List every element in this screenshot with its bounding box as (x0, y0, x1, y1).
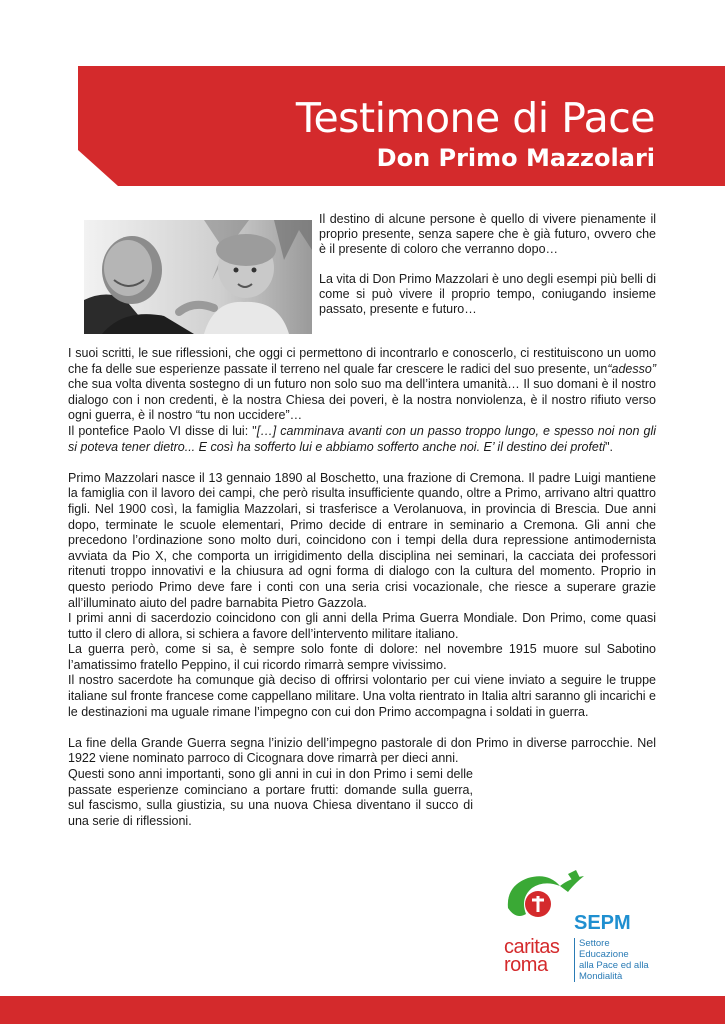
photo-icon (84, 220, 312, 334)
body-paragraph: I primi anni di sacerdozio coincidono con gli anni della Prima Guerra Mondiale. Don Primo, come quasi tutto il clero di allora, si schiera a favore dell’intervento militare italiano. (68, 611, 656, 641)
intro-paragraph: La vita di Don Primo Mazzolari è uno degli esempi più belli di come si può vivere il proprio tempo, coniugando insieme passato, presente e futuro… (319, 272, 656, 316)
body-paragraph: La guerra però, come si sa, è sempre solo fonte di dolore: nel novembre 1915 muore sul Sabotino l’amatissimo fratello Peppino, il cui ricordo rimarrà sempre vivissimo. (68, 642, 656, 672)
caritas-sepm-logo (484, 868, 656, 990)
logo-acronym: SEPM (574, 912, 631, 934)
body-paragraph: Il pontefice Paolo VI disse di lui: "[…] camminava avanti con un passo troppo lungo, e spesso noi non gli si poteva tener dietro... E così ha sofferto lui e abbiamo sofferto anche noi. E’ il destino dei profeti". (68, 423, 657, 454)
body-paragraph: Il nostro sacerdote ha comunque già deciso di offrirsi volontario per cui viene inviato a seguire le truppe italiane sul fronte francese come cappellano militare. Una volta rientrato in Italia altri saranno gli incarichi e le destinazioni ma uguale rimane l’impegno con cui don Primo accompagna i soldati in guerra. (68, 673, 656, 719)
body-paragraph: Questi sono anni importanti, sono gli anni in cui in don Primo i semi delle passate esperienze cominciano a portare frutti: domande sulla guerra, sul fascismo, sulla giustizia, su una nuova Chiesa diventano il succo di una serie di riflessioni. (68, 767, 473, 828)
footer-bar (0, 996, 725, 1024)
logo-subtitle: Settore Educazione alla Pace ed alla Mondialità (574, 938, 656, 982)
body-paragraph: La fine della Grande Guerra segna l’inizio dell’impegno pastorale di don Primo in diverse parrocchie. Nel 1922 viene nominato parroco di Cicognara dove rimarrà per dieci anni. (68, 735, 656, 766)
intro-paragraph: Il destino di alcune persone è quello di vivere pienamente il proprio presente, senza sapere che è già futuro, ovvero che è il presente di coloro che verranno dopo… (319, 212, 656, 256)
logo-caritas-text: caritas roma (504, 936, 560, 976)
body-paragraph: I suoi scritti, le sue riflessioni, che oggi ci permettono di incontrarlo e conoscerlo, ci restituiscono un uomo che fa delle sue esperienze passate il terreno nel quale far crescere le radici del suo presente, un“adesso” che sua volta diventa sostegno di un futuro non solo suo ma dell’intera umanità… Il suo domani è il nostro dialogo con i non credenti, è la nostra Chiesa dei poveri, è la nostra nonviolenza, è il nostro rifiuto verso ogni guerra, è il nostro “tu non uccidere”… (68, 346, 656, 423)
portrait-photo (84, 220, 312, 334)
intro-text (319, 212, 656, 317)
article-body (68, 346, 656, 829)
page-title: Testimone di Pace (295, 94, 655, 142)
body-paragraph: Primo Mazzolari nasce il 13 gennaio 1890 al Boschetto, una frazione di Cremona. Il padre Luigi mantiene la famiglia con il lavoro dei campi, che però risulta insufficiente quando, oltre a Primo, arrivano altri quattro figli. Nel 1900 così, la famiglia Mazzolari, si trasferisce a Verolanuova, in provincia di Brescia. Due anni dopo, terminate le scuole elementari, Primo decide di entrare in seminario a Cremona. Gli anni che precedono l’ordinazione sono molto duri, coincidono con i tempi della dura repressione antimodernista avviata da Pio X, che comporta un irrigidimento della disciplina nei seminari, la cacciata dei professori ritenuti troppo innovativi e la chiusura ad ogni forma di dialogo con la cultura del momento. Proprio in questo periodo Primo deve fare i conti con una seria crisi vocazionale, che riesce a superare grazie all’illuminato aiuto del padre barnabita Pietro Gazzola. (68, 470, 656, 610)
quote-paolo-vi: […] camminava avanti con un passo troppo lungo, e spesso noi non gli si poteva tener dietro... E così ha sofferto lui e abbiamo sofferto anche noi. E’ il destino dei profeti (68, 423, 657, 454)
page-subtitle: Don Primo Mazzolari (376, 144, 655, 172)
emphasis-adesso: “adesso” (607, 361, 656, 376)
